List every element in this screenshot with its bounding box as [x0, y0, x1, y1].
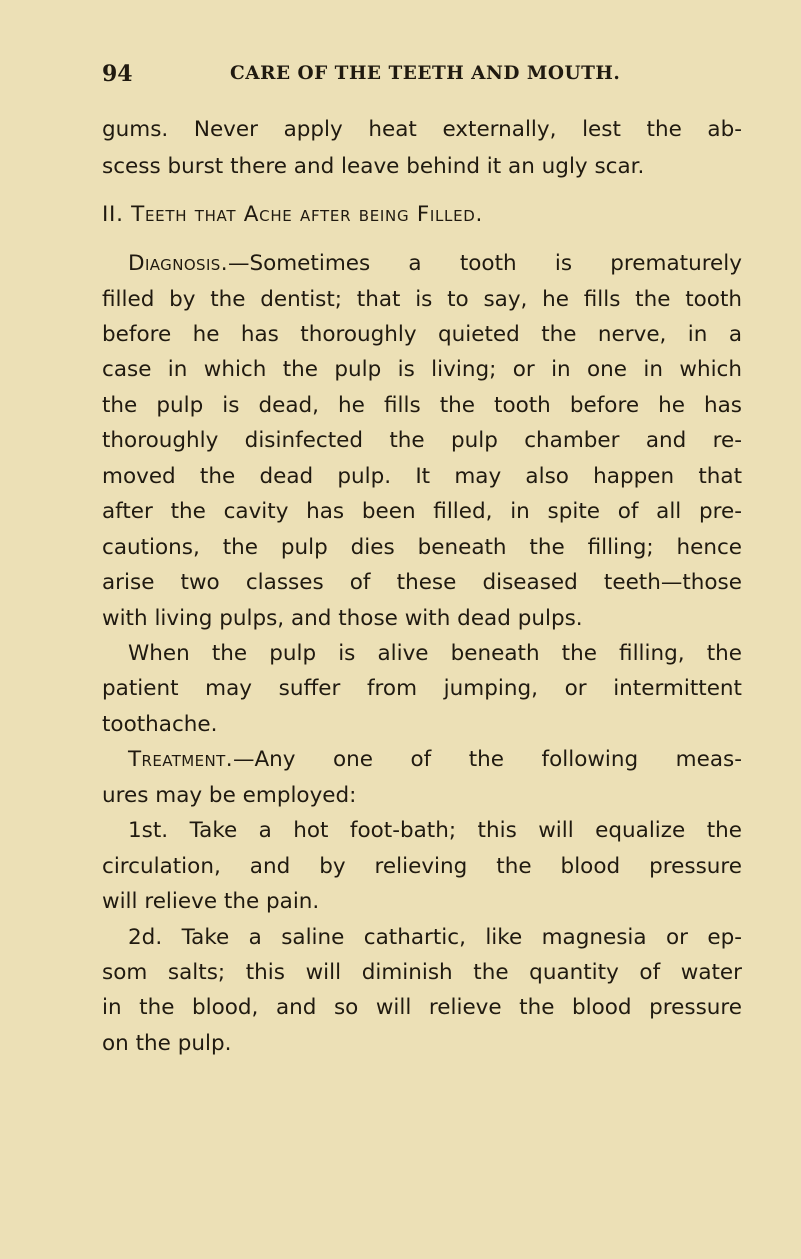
text-line: When the pulp is alive beneath the filling, the — [128, 641, 742, 666]
text-line: toothache. — [102, 712, 218, 737]
text-line: the pulp is dead, he fills the tooth before he has — [102, 393, 742, 418]
text-line: 1st. Take a hot foot-bath; this will equalize the — [128, 818, 742, 843]
diagnosis-label: Diagnosis. — [128, 251, 228, 276]
text-line: case in which the pulp is living; or in one in which — [102, 357, 742, 382]
diagnosis-text: —Sometimes a tooth is prematurely — [227, 251, 742, 276]
text-line: ures may be employed: — [102, 783, 357, 808]
page-header — [102, 58, 742, 90]
section-heading: II. Teeth that Ache after being Filled. — [102, 202, 484, 227]
diagnosis-line — [128, 248, 742, 280]
treatment-text: —Any one of the following meas- — [232, 747, 742, 772]
text-line: 2d. Take a saline cathartic, like magnesia or ep- — [128, 925, 742, 950]
treatment-line — [128, 744, 742, 776]
treatment-label: Treatment. — [128, 747, 233, 772]
running-head: CARE OF THE TEETH AND MOUTH. — [230, 63, 621, 84]
text-line: thoroughly disinfected the pulp chamber and re- — [102, 428, 742, 453]
text-line: after the cavity has been filled, in spite of all pre- — [102, 499, 742, 524]
text-line: will relieve the pain. — [102, 889, 320, 914]
text-line: gums. Never apply heat externally, lest the ab- — [102, 117, 742, 142]
text-line: scess burst there and leave behind it an ugly scar. — [102, 154, 645, 179]
text-line: filled by the dentist; that is to say, he fills the tooth — [102, 287, 742, 312]
text-line: in the blood, and so will relieve the blood pressure — [102, 995, 742, 1020]
text-line: som salts; this will diminish the quantity of water — [102, 960, 742, 985]
text-line: cautions, the pulp dies beneath the filling; hence — [102, 535, 742, 560]
text-line: arise two classes of these diseased teeth—those — [102, 570, 742, 595]
text-line: with living pulps, and those with dead pulps. — [102, 606, 583, 631]
text-line: on the pulp. — [102, 1031, 232, 1056]
text-line: circulation, and by relieving the blood pressure — [102, 854, 742, 879]
page-number: 94 — [102, 61, 133, 87]
text-line: before he has thoroughly quieted the nerve, in a — [102, 322, 742, 347]
text-line: patient may suffer from jumping, or intermittent — [102, 676, 742, 701]
text-line: moved the dead pulp. It may also happen that — [102, 464, 742, 489]
